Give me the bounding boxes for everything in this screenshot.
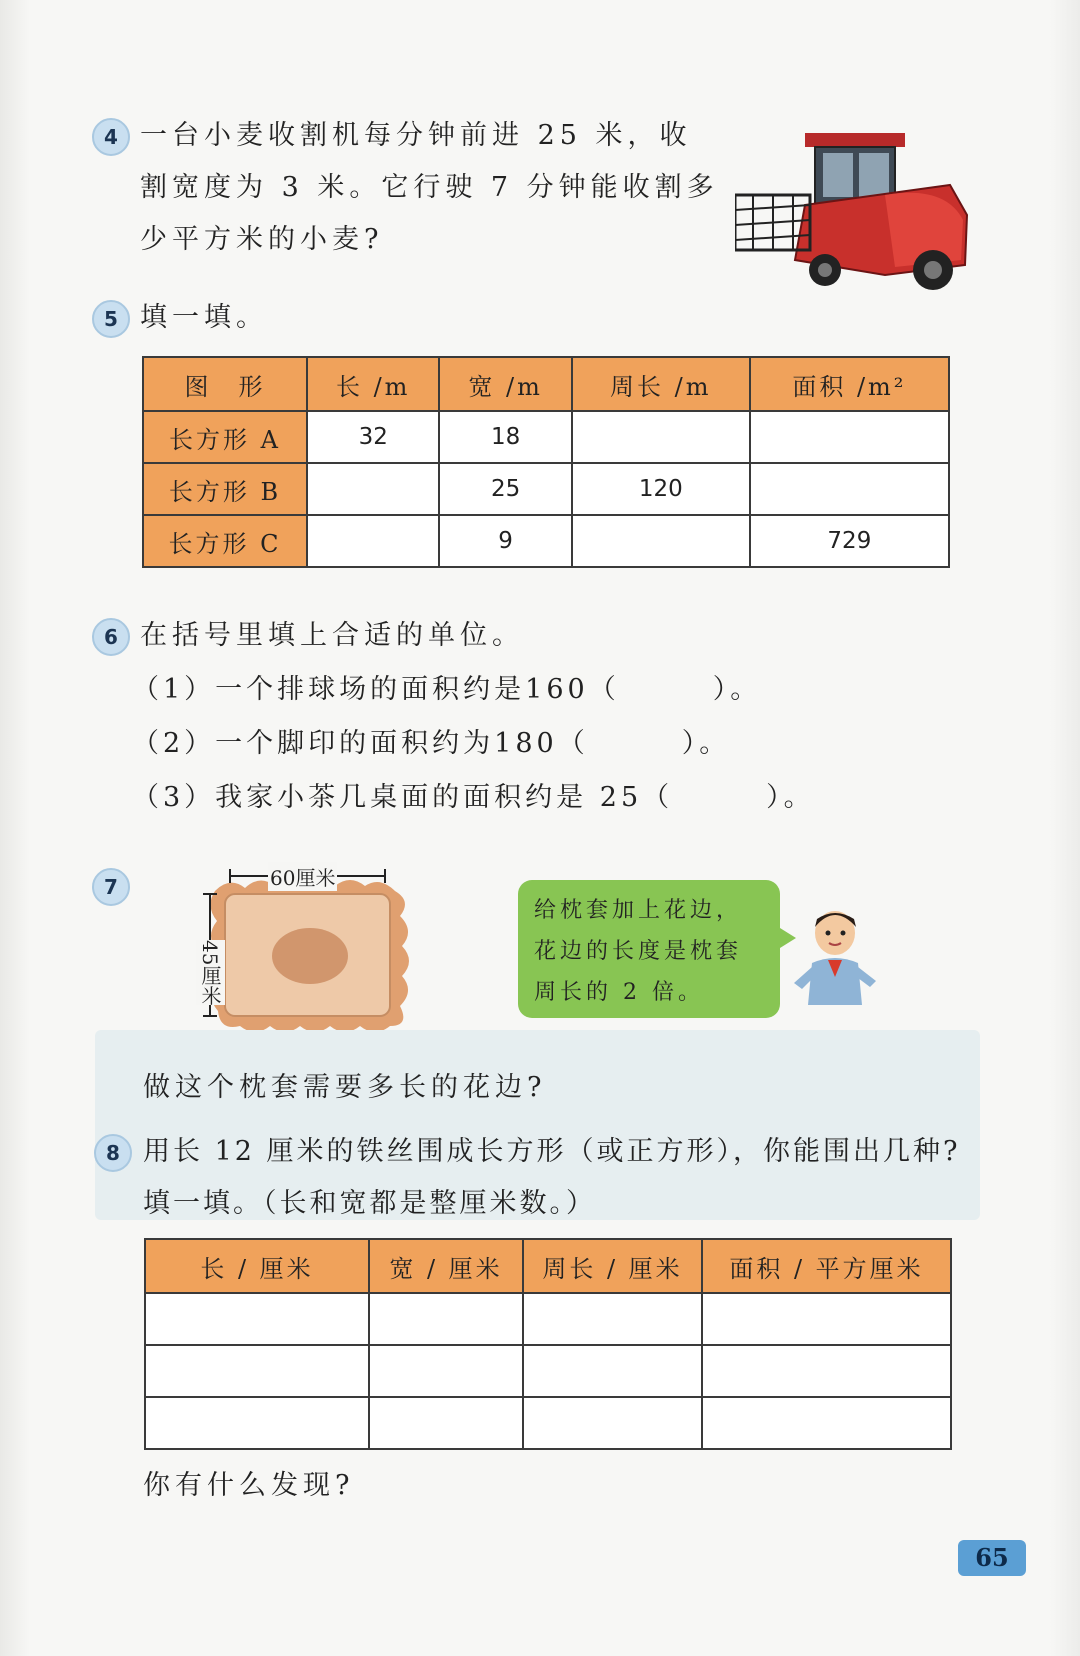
cell-area[interactable] xyxy=(750,463,949,515)
cell-perimeter[interactable] xyxy=(572,515,750,567)
question-4-line-1: 一台小麦收割机每分钟前进 25 米，收 xyxy=(140,120,692,151)
table-header-row xyxy=(145,1239,951,1293)
question-6-item-3: （3）我家小茶几桌面的面积约是 25（ ）。 xyxy=(132,782,815,813)
header-area: 面积 / 平方厘米 xyxy=(702,1239,951,1293)
cell-perimeter[interactable]: 120 xyxy=(572,463,750,515)
question-6-number: 6 xyxy=(92,618,130,656)
cell-length[interactable]: 32 xyxy=(307,411,439,463)
boy-illustration xyxy=(790,905,880,1010)
cell-perimeter[interactable] xyxy=(523,1293,702,1345)
cell-perimeter[interactable] xyxy=(523,1397,702,1449)
rectangle-table xyxy=(142,356,950,568)
question-6-text: 在括号里填上合适的单位。 xyxy=(140,620,524,651)
question-5-text: 填一填。 xyxy=(140,302,268,333)
bubble-line-2: 花边的长度是枕套 xyxy=(534,939,743,964)
cell-length[interactable] xyxy=(145,1293,369,1345)
row-label: 长方形 A xyxy=(143,411,307,463)
question-6-item-2: （2）一个脚印的面积约为180（ ）。 xyxy=(132,728,731,759)
question-7-question: 做这个枕套需要多长的花边? xyxy=(143,1072,547,1103)
table-row xyxy=(143,463,949,515)
cell-area[interactable]: 729 xyxy=(750,515,949,567)
cell-area[interactable] xyxy=(702,1345,951,1397)
question-6-item-1: （1）一个排球场的面积约是160（ ）。 xyxy=(132,674,762,705)
header-shape: 图 形 xyxy=(143,357,307,411)
question-8-number: 8 xyxy=(94,1134,132,1172)
question-4-line-2: 割宽度为 3 米。它行驶 7 分钟能收割多 xyxy=(140,172,719,203)
cell-perimeter[interactable] xyxy=(572,411,750,463)
cell-perimeter[interactable] xyxy=(523,1345,702,1397)
harvester-illustration xyxy=(735,125,975,295)
table-row xyxy=(143,515,949,567)
cell-width[interactable] xyxy=(369,1293,523,1345)
bubble-line-1: 给枕套加上花边， xyxy=(534,898,743,923)
wire-rectangle-table xyxy=(144,1238,952,1450)
cell-width[interactable]: 18 xyxy=(439,411,571,463)
question-8-line-2: 填一填。（长和宽都是整厘米数。） xyxy=(143,1188,596,1219)
header-perimeter: 周长 /m xyxy=(572,357,750,411)
table-row xyxy=(143,411,949,463)
cell-area[interactable] xyxy=(702,1293,951,1345)
cell-area[interactable] xyxy=(702,1397,951,1449)
cell-length[interactable] xyxy=(307,463,439,515)
cell-width[interactable]: 9 xyxy=(439,515,571,567)
cell-area[interactable] xyxy=(750,411,949,463)
row-label: 长方形 B xyxy=(143,463,307,515)
table-row xyxy=(145,1397,951,1449)
header-width: 宽 / 厘米 xyxy=(369,1239,523,1293)
table-header-row xyxy=(143,357,949,411)
header-width: 宽 /m xyxy=(439,357,571,411)
pillowcase-illustration xyxy=(200,866,430,1046)
question-7-number: 7 xyxy=(92,868,130,906)
question-4-line-3: 少平方米的小麦? xyxy=(140,224,384,255)
speech-bubble xyxy=(518,880,780,1018)
header-length: 长 / 厘米 xyxy=(145,1239,369,1293)
header-length: 长 /m xyxy=(307,357,439,411)
bubble-line-3: 周长的 2 倍。 xyxy=(534,980,704,1005)
header-area: 面积 /m² xyxy=(750,357,949,411)
table-row xyxy=(145,1293,951,1345)
cell-width[interactable] xyxy=(369,1345,523,1397)
pillow-height-label: 45厘米 xyxy=(196,940,225,1005)
question-5-number: 5 xyxy=(92,300,130,338)
cell-length[interactable] xyxy=(307,515,439,567)
pillow-width-label: 60厘米 xyxy=(268,862,337,891)
cell-length[interactable] xyxy=(145,1345,369,1397)
question-4-number: 4 xyxy=(92,118,130,156)
question-8-followup: 你有什么发现? xyxy=(143,1470,355,1501)
cell-length[interactable] xyxy=(145,1397,369,1449)
cell-width[interactable] xyxy=(369,1397,523,1449)
table-row xyxy=(145,1345,951,1397)
row-label: 长方形 C xyxy=(143,515,307,567)
header-perimeter: 周长 / 厘米 xyxy=(523,1239,702,1293)
page-number: 65 xyxy=(958,1540,1026,1576)
question-8-line-1: 用长 12 厘米的铁丝围成长方形（或正方形），你能围出几种? xyxy=(143,1136,961,1167)
cell-width[interactable]: 25 xyxy=(439,463,571,515)
